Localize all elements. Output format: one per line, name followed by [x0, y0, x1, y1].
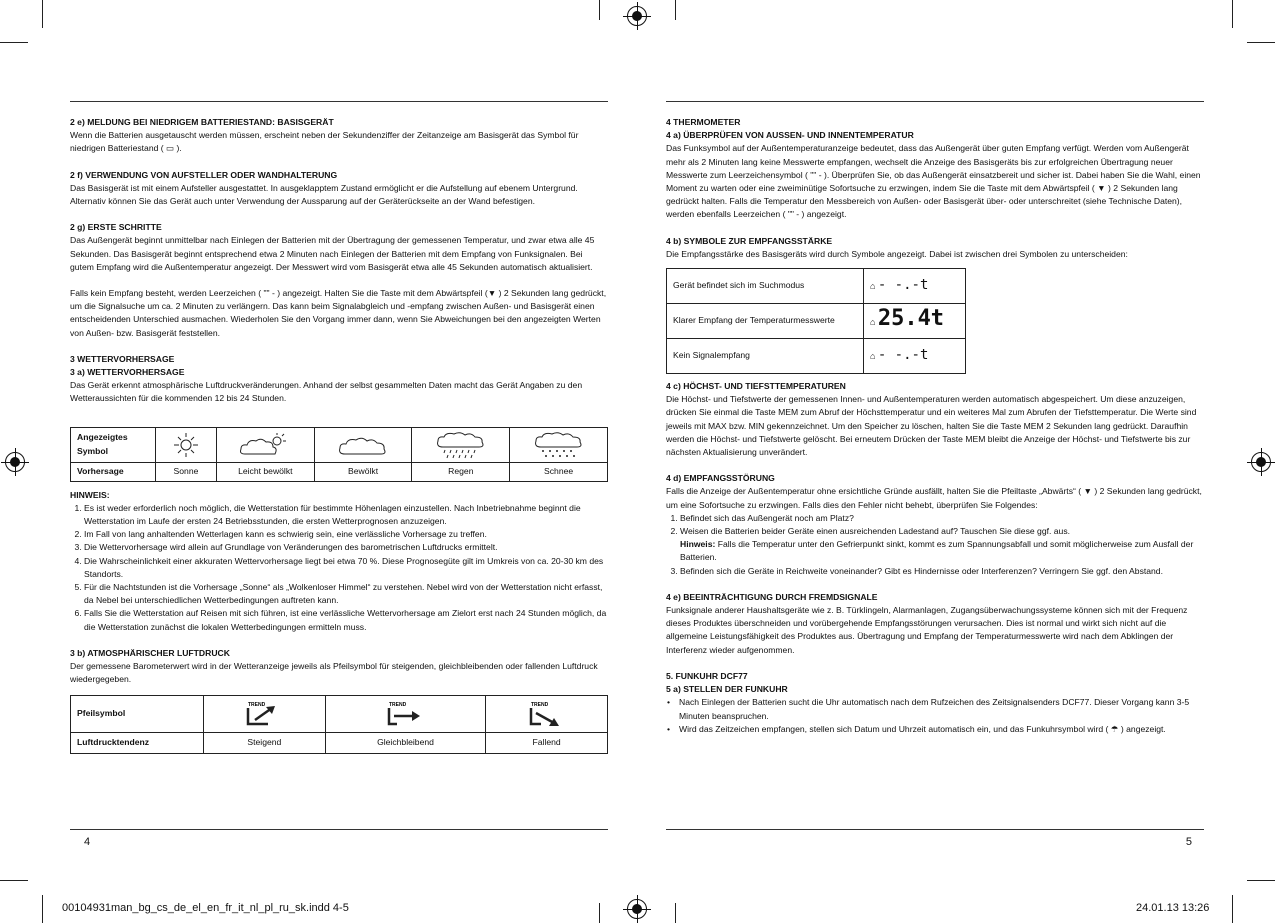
signal-clear-display [864, 304, 966, 339]
trend-label: TREND [530, 701, 548, 708]
signal-search-display [864, 269, 966, 304]
registration-mark-top [627, 6, 647, 26]
pressure-trend-table [70, 695, 608, 754]
section-2g-title: 2 g) ERSTE SCHRITTE [70, 222, 162, 233]
section-3a-text: Das Gerät erkennt atmosphärische Luftdruckveränderungen. Anhand der selbst gesammelten Daten macht das Gerät Angaben zu den Wetteraussichten für die kommenden 12 bis 24 Stunden. [70, 380, 583, 404]
footer-date: 24.01.13 13:26 [1136, 902, 1210, 914]
hint-item: 5. Für die Nachtstunden ist die Vorhersage „Sonne“ als „Wolkenloser Himmel“ zu verstehen. Nebel wird von der Wetterstation nicht erfasst, da Nebel bei unterschiedlichen Wetterbedingungen auftreten kann. [84, 581, 608, 607]
partly-cloudy-icon [216, 427, 314, 462]
page-number-left: 4 [84, 836, 91, 848]
tendency-steady: Gleichbleibend [325, 732, 485, 753]
forecast-cloudy: Bewölkt [314, 462, 412, 481]
trend-falling-icon [486, 695, 608, 732]
trend-rising-icon [204, 695, 326, 732]
section-4c-text: Die Höchst- und Tiefstwerte der gemessenen Innen- und Außentemperaturen werden automatisch abgespeichert. Um diese anzuzeigen, drücken Sie einmal die Taste MEM zum Abruf der Höchsttemperatur und ein weiteres Mal zum Abrufen der Tiefsttemperatur. Die Werte sind jeweils mit MAX bzw. MIN gekennzeichnet. Um den Speicher zu löschen, halten Sie die Taste MEM 2 Sekunden lang gedrückt. Daraufhin werden die Höchst- und Tiefstwerte gelöscht. Bei erneutem Drücken der Taste MEM bleibt die Anzeige der Höchst- und Tiefstwerte bis zur nächsten Aktualisierung unverändert. [666, 394, 1197, 458]
hint-list [70, 502, 608, 634]
page-number-right: 5 [1185, 836, 1192, 848]
section-4e-text: Funksignale anderer Haushaltsgeräte wie z. B. Türklingeln, Alarmanlagen, Zugangsüberwachungssysteme können sich mit der Frequenz dieses Produktes überschneiden und vorübergehende Empfangsstörungen verursachen. Dies ist normal und wirkt sich nicht auf die allgemeine Leistungsfähigkeit des Produktes aus. Übertragung und Empfang der Temperaturmesswerte wird nach dem Abklingen der Interferenz wieder aufgenommen. [666, 605, 1188, 655]
section-2g-text-2: Falls kein Empfang besteht, werden Leerzeichen ( "" - ) angezeigt. Halten Sie die Taste mit dem Abwärtspfeil (▼ ) 2 Sekunden lang gedrückt, um die Signalsuche um ca. 2 Minuten zu verlängern. Das kann beim Signalabgleich und -empfang zwischen Außen- und Basisgerät einen entscheidenden Unterschied ausmachen. Wiederholen Sie den Vorgang immer dann, wenn Sie Abweichungen bei den angezeigten Werten von Außen- bzw. Basisgerät feststellen. [70, 288, 607, 338]
left-column [70, 116, 608, 754]
hint-item: 2. Im Fall von lang anhaltenden Wetterlagen kann es schwierig sein, eine verlässliche Vorhersage zu treffen. [84, 528, 608, 541]
registration-mark-bottom [627, 899, 647, 919]
right-page [666, 0, 1204, 923]
signal-none-display [864, 339, 966, 374]
signal-clear-label: Klarer Empfang der Temperaturmesswerte [667, 304, 864, 339]
section-2g-text-1: Das Außengerät beginnt unmittelbar nach Einlegen der Batterien mit der Übertragung der gemessenen Temperatur, und zwar etwa alle 45 Sekunden. Das Basisgerät beginnt entsprechend etwa 2 Minuten nach Einlegen der Batterien mit dem Empfang von Funksignalen. Bei gutem Empfang wird die Außentemperatur angezeigt. Der Messwert wird vom Basisgerät etwa alle 45 Sekunden automatisch aktualisiert. [70, 235, 595, 272]
section-4-title: 4 THERMOMETER [666, 117, 741, 127]
cloudy-icon [314, 427, 412, 462]
antenna-none-icon: ⌂ [870, 350, 876, 361]
forecast-partly-cloudy: Leicht bewölkt [216, 462, 314, 481]
tendency-rising: Steigend [204, 732, 326, 753]
weather-symbol-table [70, 427, 608, 482]
hint-title: HINWEIS: [70, 489, 110, 500]
forecast-sun: Sonne [156, 462, 217, 481]
trend-steady-icon [325, 695, 485, 732]
left-page [70, 0, 608, 923]
trend-label: TREND [248, 701, 266, 708]
weather-table-forecast-label: Vorhersage [71, 462, 156, 481]
check-item: 3. Befinden sich die Geräte in Reichweite voneinander? Gibt es Hindernisse oder Interferenzen? Verringern Sie ggf. den Abstand. [680, 565, 1204, 578]
check-item-hint-label: Hinweis: [680, 539, 716, 550]
right-column [666, 116, 1204, 736]
trend-label: TREND [389, 701, 407, 708]
section-2e-text: Wenn die Batterien ausgetauscht werden müssen, erscheint neben der Sekundenziffer der Zeitanzeige am Basisgerät das Symbol für niedrigen Batteriestand ( ▭ ). [70, 130, 579, 154]
check-list [666, 512, 1204, 578]
registration-mark-left [5, 452, 25, 472]
hint-item: 4. Die Wahrscheinlichkeit einer akkuraten Wettervorhersage liegt bei etwa 70 %. Diese Prognosegüte gilt im Umkreis von ca. 20-30 km des Standorts. [84, 555, 608, 581]
signal-none-label: Kein Signalempfang [667, 339, 864, 374]
section-4b-text: Die Empfangsstärke des Basisgeräts wird durch Symbole angezeigt. Dabei ist zwischen drei Symbolen zu unterscheiden: [666, 248, 1128, 259]
section-4e-title: 4 e) BEEINTRÄCHTIGUNG DURCH FREMDSIGNALE [666, 591, 878, 602]
section-4d-text: Falls die Anzeige der Außentemperatur ohne ersichtliche Gründe ausfällt, halten Sie die Pfeiltaste „Abwärts“ ( ▼ ) 2 Sekunden lang gedrückt, um eine Sofortsuche zu erzwingen. Falls dies den Fehler nicht behebt, überprüfen Sie Folgendes: [666, 486, 1202, 510]
section-4c-title: 4 c) HÖCHST- UND TIEFSTTEMPERATUREN [666, 381, 846, 392]
radio-clock-list [666, 696, 1204, 736]
section-3b-text: Der gemessene Barometerwert wird in der Wetteranzeige jeweils als Pfeilsymbol für steigenden, gleichbleibenden oder fallenden Luftdruck wiedergegeben. [70, 661, 598, 685]
section-4a-title: 4 a) ÜBERPRÜFEN VON AUSSEN- UND INNENTEMPERATUR [666, 130, 914, 141]
lcd-search-value: - -.-t [877, 276, 929, 293]
section-5-title: 5. FUNKUHR DCF77 [666, 670, 748, 681]
pressure-table-tendency-label: Luftdrucktendenz [71, 732, 204, 753]
section-3-title: 3 WETTERVORHERSAGE [70, 353, 175, 364]
check-item: 1. Befindet sich das Außengerät noch am Platz? [680, 512, 1204, 525]
signal-search-label: Gerät befindet sich im Suchmodus [667, 269, 864, 304]
weather-table-symbol-label: Angezeigtes Symbol [71, 427, 156, 462]
pressure-table-symbol-label: Pfeilsymbol [71, 695, 204, 732]
sun-icon [156, 427, 217, 462]
antenna-searching-icon: ⌂ [870, 280, 876, 291]
section-4b-title: 4 b) SYMBOLE ZUR EMPFANGSSTÄRKE [666, 235, 833, 246]
check-item [680, 525, 1204, 565]
footer-file-name: 00104931man_bg_cs_de_el_en_fr_it_nl_pl_ru_sk.indd 4-5 [62, 902, 349, 914]
check-item-hint: Falls die Temperatur unter den Gefrierpunkt sinkt, kommt es zum Spannungsabfall und somit möglicherweise zum Ausfall der Batterien. [680, 539, 1194, 563]
rain-icon [412, 427, 510, 462]
tendency-falling: Fallend [486, 732, 608, 753]
hint-item: 3. Die Wettervorhersage wird allein auf Grundlage von Veränderungen des barometrischen Luftdrucks ermittelt. [84, 541, 608, 554]
radio-clock-item: • Wird das Zeitzeichen empfangen, stellen sich Datum und Uhrzeit automatisch ein, und das Funkuhrsymbol wird ( ☂ ) angezeigt. [679, 723, 1204, 736]
signal-strength-table [666, 268, 966, 374]
section-4a-text: Das Funksymbol auf der Außentemperaturanzeige bedeutet, dass das Außengerät über guten Empfang verfügt. Werden vom Außengerät mehr als 2 Minuten lang keine Messwerte empfangen, wechselt die Anzeige des Basisgeräts bis zur erfolgreichen Übertragung neuer Messwerte zum Leerzeichensymbol ( "" - ). Überprüfen Sie, ob das Außengerät einsatzbereit und sicher ist. Dabei haben Sie die Wahl, einen Moment zu warten oder eine zweiminütige Sofortsuche zu erzwingen, indem Sie die Taste mit dem Abwärtspfeil ( ▼ ) 2 Sekunden lang gedrückt halten. Falls die Temperatur den Messbereich von Außen- oder Basisgerät über- oder unterschreitet (siehe Technische Daten), werden ebenfalls Leerzeichen ( "" - ) angezeigt. [666, 143, 1201, 220]
section-2f-text: Das Basisgerät ist mit einem Aufsteller ausgestattet. In ausgeklapptem Zustand ermöglicht er die Aufstellung auf ebenem Untergrund. Alternativ können Sie das Gerät auch unter Verwendung der Aussparung auf der Geräterückseite an der Wand befestigen. [70, 182, 578, 207]
section-2f-title: 2 f) VERWENDUNG VON AUFSTELLER ODER WANDHALTERUNG [70, 169, 338, 180]
hint-item: 6. Falls Sie die Wetterstation auf Reisen mit sich führen, ist eine verlässliche Wettervorhersage am Zielort erst nach 24 Stunden möglich, da die Wetterstation zunächst die lokalen Wetterbedingungen ermitteln muss. [84, 607, 608, 633]
lcd-clear-value: 25.4t [877, 306, 945, 332]
section-2e-title: 2 e) MELDUNG BEI NIEDRIGEM BATTERIESTAND: BASISGERÄT [70, 117, 334, 127]
lcd-none-value: - -.-t [877, 346, 929, 363]
section-5a-title: 5 a) STELLEN DER FUNKUHR [666, 684, 788, 695]
section-3b-title: 3 b) ATMOSPHÄRISCHER LUFTDRUCK [70, 647, 230, 658]
radio-clock-item: • Nach Einlegen der Batterien sucht die Uhr automatisch nach dem Rufzeichen des Zeitsignalsenders DCF77. Dieser Vorgang kann 3-5 Minuten beanspruchen. [679, 696, 1204, 722]
forecast-snow: Schnee [510, 462, 608, 481]
section-4d-title: 4 d) EMPFANGSSTÖRUNG [666, 473, 775, 484]
snow-icon [510, 427, 608, 462]
forecast-rain: Regen [412, 462, 510, 481]
section-3a-title: 3 a) WETTERVORHERSAGE [70, 367, 185, 378]
antenna-received-icon: ⌂ [870, 317, 876, 328]
check-item-text: Weisen die Batterien beider Geräte einen ausreichenden Ladestand auf? Tauschen Sie diese ggf. aus. [680, 526, 1071, 537]
registration-mark-right [1251, 452, 1271, 472]
hint-item: 1. Es ist weder erforderlich noch möglich, die Wetterstation für bestimmte Höhenlagen einzustellen. Nach Inbetriebnahme beginnt die Wetterstation im Laufe der ersten 24 Betriebsstunden, die ersten Wetterprognosen anzuzeigen. [84, 502, 608, 528]
